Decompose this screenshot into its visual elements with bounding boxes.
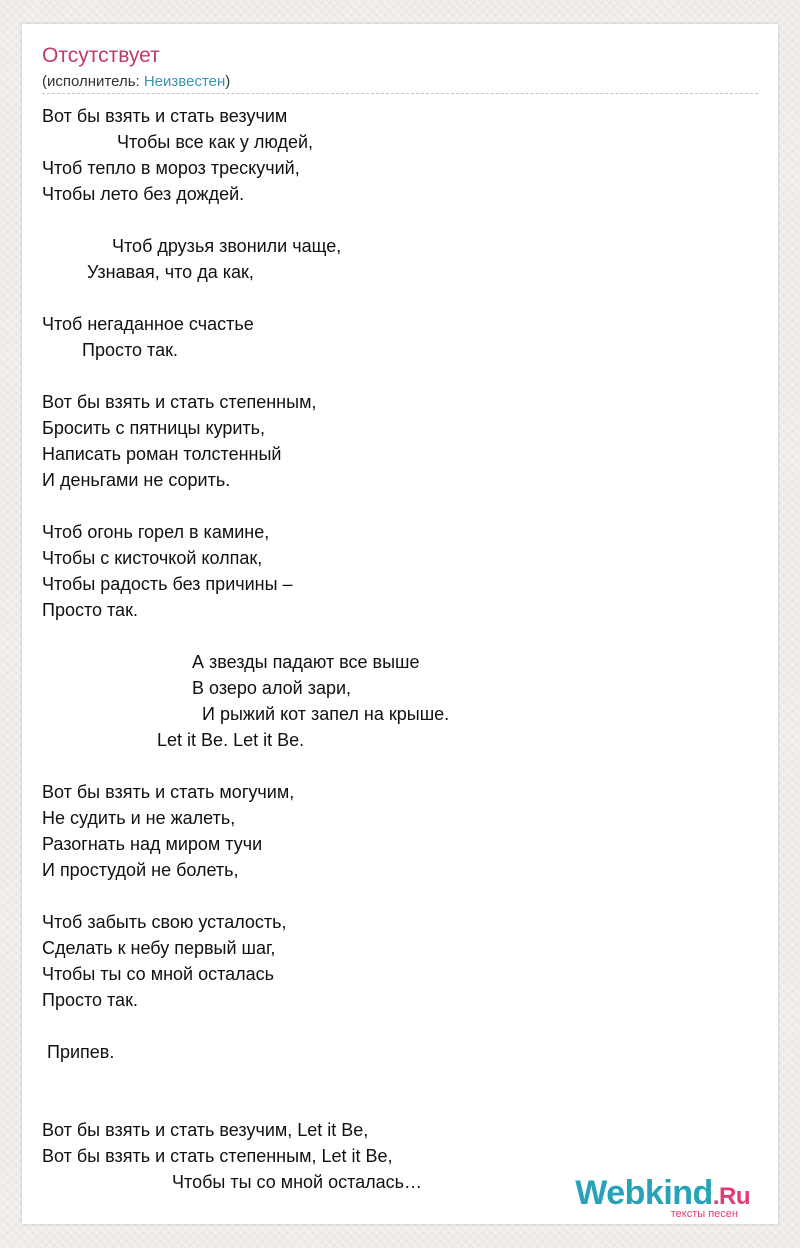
lyric-line <box>42 493 758 519</box>
lyric-line: Чтоб негаданное счастье <box>42 314 254 334</box>
lyric-line <box>42 1091 758 1117</box>
lyric-line: Вот бы взять и стать везучим <box>42 106 288 126</box>
lyric-line <box>42 1065 758 1091</box>
lyrics-card <box>22 24 778 1224</box>
lyric-line: Вот бы взять и стать степенным, Let it Be, <box>42 1146 393 1166</box>
lyric-line: Написать роман толстенный <box>42 444 282 464</box>
lyric-line: Бросить с пятницы курить, <box>42 418 266 438</box>
performer-link[interactable]: Неизвестен <box>143 73 226 90</box>
lyric-line: Не судить и не жалеть, <box>42 808 236 828</box>
lyric-line: Чтобы с кисточкой колпак, <box>42 548 263 568</box>
lyric-line <box>42 623 758 649</box>
lyric-line: Чтоб друзья звонили чаще, <box>42 236 342 256</box>
logo-brand-name: Webkind <box>575 1174 713 1212</box>
lyric-line: Разогнать над миром тучи <box>42 834 263 854</box>
logo-tld: .Ru <box>712 1183 750 1210</box>
lyric-line: А звезды падают все выше <box>42 652 420 672</box>
lyric-line: Чтоб забыть свою усталость, <box>42 912 287 932</box>
lyric-line <box>42 285 758 311</box>
lyric-line <box>42 883 758 909</box>
lyric-line <box>42 207 758 233</box>
lyric-line: Чтобы ты со мной осталась… <box>42 1172 423 1192</box>
lyric-line: Сделать к небу первый шаг, <box>42 938 276 958</box>
lyric-line: Вот бы взять и стать могучим, <box>42 782 295 802</box>
lyric-line: Чтоб огонь горел в камине, <box>42 522 270 542</box>
lyric-line: И рыжий кот запел на крыше. <box>42 704 450 724</box>
lyric-line: Чтобы ты со мной осталась <box>42 964 275 984</box>
lyric-line <box>42 1013 758 1039</box>
performer-line <box>42 73 230 90</box>
lyric-line: Вот бы взять и стать везучим, Let it Be, <box>42 1120 369 1140</box>
title-divider <box>42 93 758 94</box>
lyric-line: Просто так. <box>42 600 138 620</box>
lyric-line: Узнавая, что да как, <box>42 262 254 282</box>
lyric-line: Чтобы лето без дождей. <box>42 184 245 204</box>
lyric-line: Вот бы взять и стать степенным, <box>42 392 317 412</box>
performer-prefix: (исполнитель: <box>42 73 144 90</box>
lyric-line: Чтобы радость без причины – <box>42 574 293 594</box>
lyrics-text <box>42 103 758 1195</box>
logo-tagline: тексты песен <box>670 1208 738 1220</box>
lyric-line: И деньгами не сорить. <box>42 470 231 490</box>
lyric-line: Let it Be. Let it Be. <box>42 730 305 750</box>
lyric-line: Просто так. <box>42 990 138 1010</box>
lyric-line <box>42 753 758 779</box>
lyric-line: Припев. <box>42 1042 115 1062</box>
lyric-line: Чтоб тепло в мороз трескучий, <box>42 158 300 178</box>
lyric-line: В озеро алой зари, <box>42 678 352 698</box>
lyric-line: Просто так. <box>42 340 178 360</box>
lyric-line: И простудой не болеть, <box>42 860 239 880</box>
song-title: Отсутствует <box>42 44 160 67</box>
lyric-line: Чтобы все как у людей, <box>42 132 314 152</box>
lyric-line <box>42 363 758 389</box>
webkind-logo[interactable] <box>550 1174 750 1222</box>
performer-suffix: ) <box>225 73 231 90</box>
